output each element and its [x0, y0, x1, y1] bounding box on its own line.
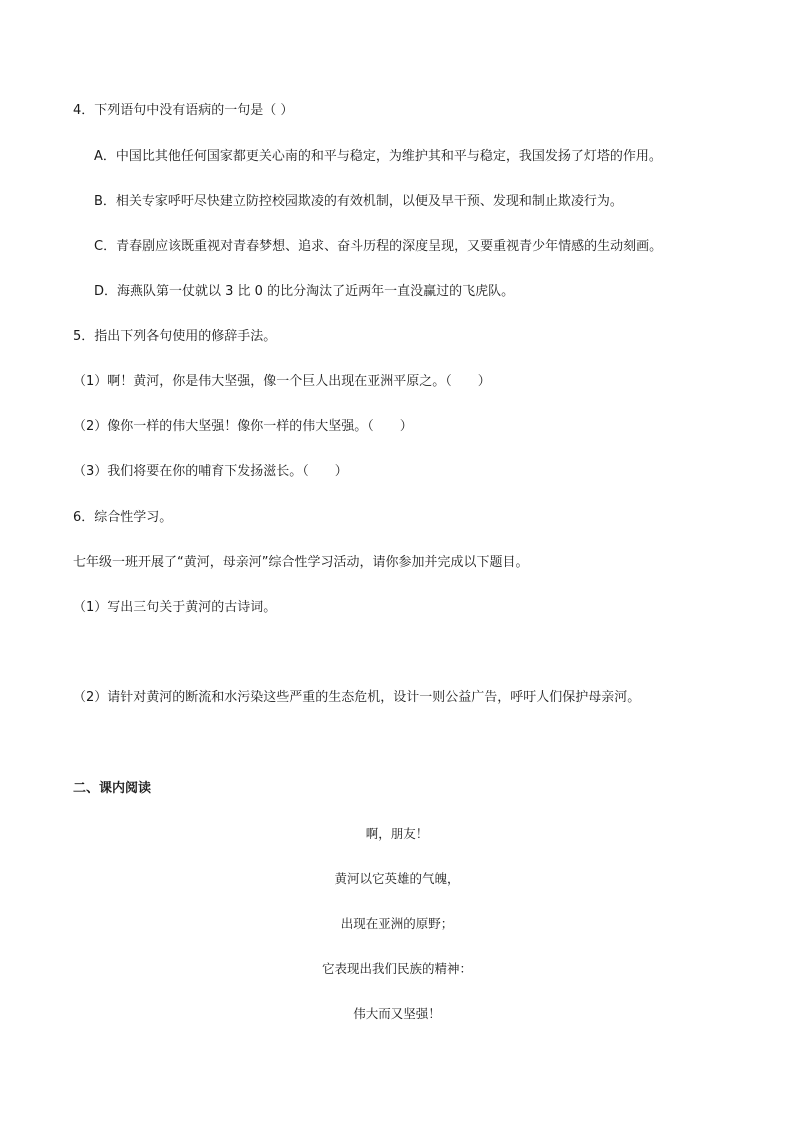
q5-item-2: （2）像你一样的伟大坚强！像你一样的伟大坚强。（ ）	[73, 419, 413, 434]
q4-option-d: D．海燕队第一仗就以 3 比 0 的比分淘汰了近两年一直没赢过的飞虎队。	[94, 284, 515, 299]
q5-item-3: （3）我们将要在你的哺育下发扬滋长。（ ）	[73, 464, 348, 479]
section-heading: 二、课内阅读	[73, 781, 152, 796]
q4-option-a: A．中国比其他任何国家都更关心南的和平与稳定，为维护其和平与稳定，我国发扬了灯塔的作用。	[94, 149, 662, 164]
poem-line-2: 黄河以它英雄的气魄，	[334, 871, 460, 886]
q5-stem: 5．指出下列各句使用的修辞手法。	[73, 329, 277, 344]
q6-item-2: （2）请针对黄河的断流和水污染这些严重的生态危机，设计一则公益广告，呼吁人们保护母亲河。	[73, 690, 641, 705]
q4-option-c: C．青春剧应该既重视对青春梦想、追求、奋斗历程的深度呈现，又要重视青少年情感的生动刻画。	[94, 239, 663, 254]
poem-line-5: 伟大而又坚强！	[353, 1006, 441, 1021]
q6-intro: 七年级一班开展了“黄河，母亲河”综合性学习活动，请你参加并完成以下题目。	[73, 555, 529, 570]
q4-option-b: B．相关专家呼吁尽快建立防控校园欺凌的有效机制，以便及早干预、发现和制止欺凌行为。	[94, 194, 623, 209]
poem-line-4: 它表现出我们民族的精神：	[321, 961, 472, 976]
q4-stem: 4．下列语句中没有语病的一句是（ ）	[73, 103, 294, 118]
q5-item-1: （1）啊！黄河，你是伟大坚强，像一个巨人出现在亚洲平原之。（ ）	[73, 374, 491, 389]
poem-line-1: 啊，朋友！	[365, 826, 429, 841]
q6-stem: 6．综合性学习。	[73, 510, 173, 525]
poem-line-3: 出现在亚洲的原野；	[340, 916, 454, 931]
q6-item-1: （1）写出三句关于黄河的古诗词。	[73, 600, 277, 615]
